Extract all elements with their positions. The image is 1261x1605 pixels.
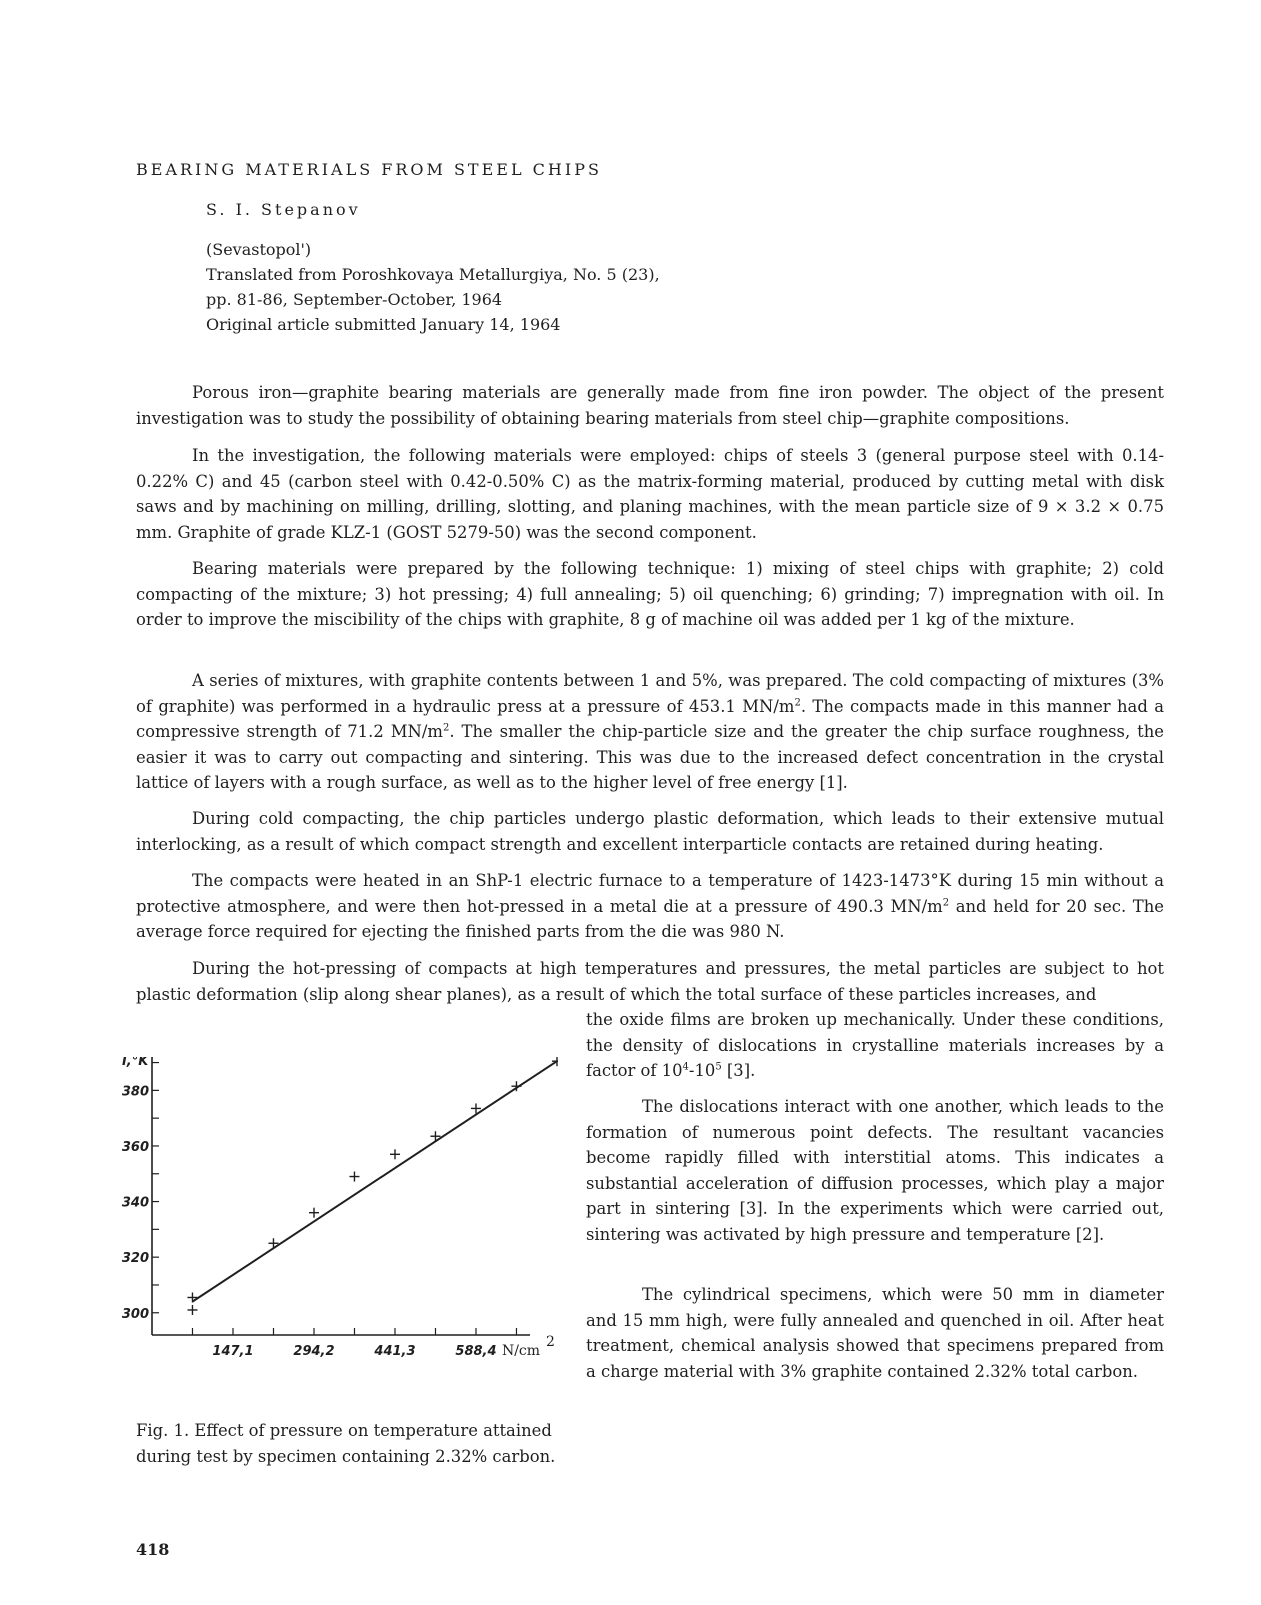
x-tick-label: 588,4 — [455, 1344, 497, 1359]
figure-caption: Fig. 1. Effect of pressure on temperature attained during test by specimen containing 2.32% carbon. — [136, 1421, 556, 1466]
paragraph-8: The dislocations interact with one another, which leads to the formation of numerous point defects. The resultant vacancies become rapidly filled with interstitial atoms. This indicates a substantial acceleration of diffusion processes, which play a major part in sintering [3]. In the experiments which were carried out, sintering was activated by high pressure and temperature [2]. — [586, 1097, 1164, 1244]
y-tick-label: 320 — [121, 1251, 149, 1267]
superscript: 2 — [442, 722, 450, 734]
superscript: 2 — [794, 697, 801, 709]
page-number: 418 — [136, 1540, 170, 1559]
fit-line — [192, 1061, 557, 1301]
paragraph-4 — [136, 668, 1164, 796]
paragraph-7-cont-b: -10 — [688, 1061, 716, 1080]
x-axis-unit-superscript: 2 — [545, 1334, 555, 1350]
figure-1 — [118, 1057, 558, 1377]
y-tick-label: 380 — [121, 1084, 149, 1100]
paragraph-4-part-a: A series of mixtures, with graphite contents between 1 and 5%, was prepared. The cold compacting of mixtures (3% of graphite) was performed in a hydraulic press at a pressure of 453.1 MN/m — [136, 671, 1164, 716]
y-axis-label: T,°K — [120, 1057, 149, 1069]
data-point — [390, 1149, 400, 1159]
paragraph-7-cont-a: the oxide films are broken up mechanically. Under these conditions, the density of dislocations in crystalline materials increases by a factor of 10 — [586, 1010, 1164, 1080]
paragraph-3: Bearing materials were prepared by the following technique: 1) mixing of steel chips with graphite; 2) cold compacting of the mixture; 3) hot pressing; 4) full annealing; 5) oil quenching; 6) grinding; 7) impregnation with oil. In order to improve the miscibility of the chips with graphite, 8 g of machine oil was added per 1 kg of the mixture. — [136, 559, 1164, 629]
y-tick-label: 340 — [121, 1195, 149, 1211]
data-point — [187, 1292, 197, 1302]
superscript: 2 — [942, 897, 950, 909]
data-point — [349, 1172, 359, 1182]
paragraph-6 — [136, 868, 1164, 945]
x-axis-unit: N/cm — [501, 1343, 541, 1359]
x-tick-label: 294,2 — [293, 1344, 335, 1359]
submission-date: Original article submitted January 14, 1964 — [206, 315, 561, 334]
paragraph-6-part-a: The compacts were heated in an ShP-1 electric furnace to a temperature of 1423-1473°K during 15 min without a protective atmosphere, and were then hot-pressed in a metal die at a pressure of 490.3 MN/m — [136, 871, 1164, 916]
y-tick-label: 360 — [121, 1139, 149, 1155]
paragraph-4-part-b: . The compacts made in this manner had a compressive strength of 71.2 MN/m — [136, 696, 1164, 741]
paragraph-9: The cylindrical specimens, which were 50 mm in diameter and 15 mm high, were fully annealed and quenched in oil. After heat treatment, chemical analysis showed that specimens prepared from a charge material with 3% graphite contained 2.32% total carbon. — [586, 1285, 1164, 1381]
paragraph-5: During cold compacting, the chip particles undergo plastic deformation, which leads to their extensive mutual interlocking, as a result of which compact strength and excellent interparticle contacts are retained during heating. — [136, 809, 1164, 854]
pressure-temperature-chart — [118, 1057, 558, 1377]
article-title: BEARING MATERIALS FROM STEEL CHIPS — [136, 160, 602, 179]
x-tick-label: 147,1 — [212, 1344, 254, 1359]
paragraph-7-continued — [586, 1007, 1164, 1084]
paragraph-6-part-b: and held for 20 sec. The average force required for ejecting the finished parts from the die was 980 N. — [136, 896, 1164, 941]
superscript: 5 — [715, 1061, 722, 1073]
superscript: 4 — [682, 1061, 689, 1073]
y-tick-label: 300 — [121, 1306, 149, 1322]
paragraph-2: In the investigation, the following materials were employed: chips of steels 3 (general purpose steel with 0.14-0.22% C) and 45 (carbon steel with 0.42-0.50% C) as the matrix-forming material, produced by cutting metal with disk saws and by machining on milling, drilling, slotting, and planing machines, with the mean particle size of 9 × 3.2 × 0.75 mm. Graphite of grade KLZ-1 (GOST 5279-50) was the second component. — [136, 446, 1164, 542]
article-meta — [206, 237, 660, 337]
translation-source: Translated from Poroshkovaya Metallurgiya, No. 5 (23), — [206, 265, 660, 284]
paragraph-4-part-c: . The smaller the chip-particle size and the greater the chip surface roughness, the easier it was to carry out compacting and sintering. This was due to the increased defect concentration in the crystal lattice of layers with a rough surface, as well as to the higher level of free energy [1]. — [136, 722, 1165, 792]
data-point — [187, 1305, 197, 1315]
author-name: S. I. Stepanov — [206, 200, 361, 219]
paragraph-7: During the hot-pressing of compacts at high temperatures and pressures, the metal particles are subject to hot plastic deformation (slip along shear planes), as a result of which the total surface of these particles increases, and — [136, 959, 1164, 1004]
author-location: (Sevastopol') — [206, 240, 312, 259]
x-tick-label: 441,3 — [374, 1344, 416, 1359]
data-point — [309, 1208, 319, 1218]
page-range-date: pp. 81-86, September-October, 1964 — [206, 290, 503, 309]
paragraph-7-cont-c: [3]. — [721, 1061, 756, 1080]
paragraph-1: Porous iron—graphite bearing materials are generally made from fine iron powder. The object of the present investigation was to study the possibility of obtaining bearing materials from steel chip—graphite compositions. — [136, 383, 1164, 428]
